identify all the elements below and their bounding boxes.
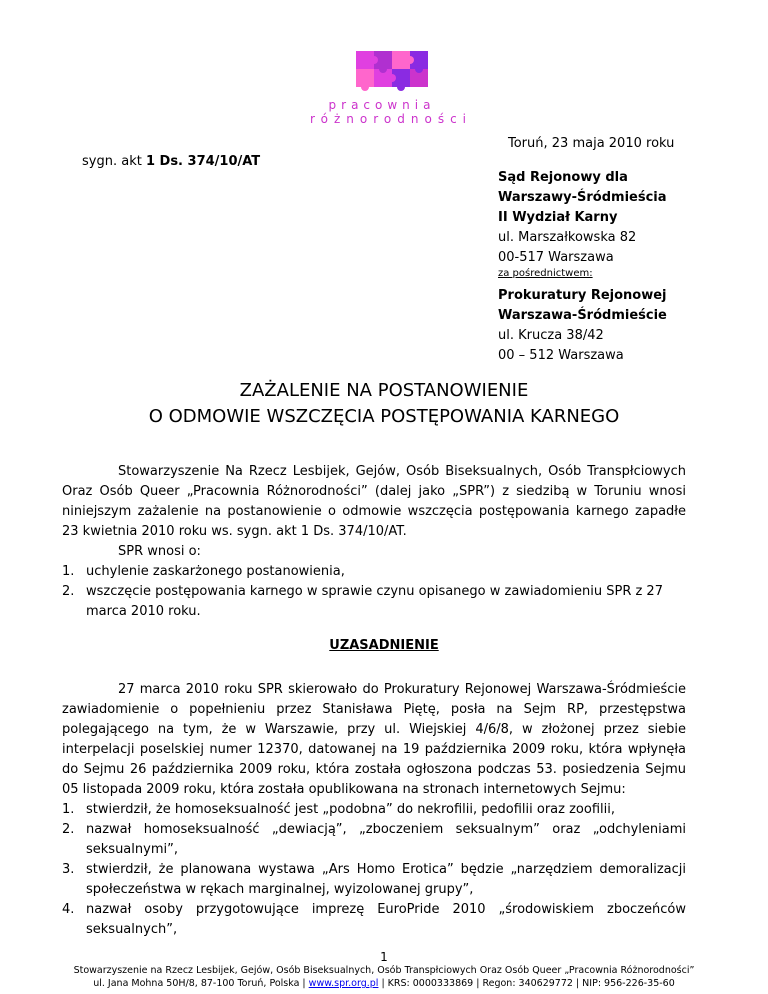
list-item-text: uchylenie zaskarżonego postanowienia, xyxy=(86,564,345,579)
list-item xyxy=(62,820,686,860)
logo-text-line1: pracownia xyxy=(328,98,436,112)
list-item xyxy=(62,900,686,940)
court-city: 00-517 Warszawa xyxy=(498,250,614,265)
list-item xyxy=(62,562,686,582)
prosecutor-address xyxy=(498,286,667,366)
footer-line1: Stowarzyszenie na Rzecz Lesbijek, Gejów, Osób Biseksualnych, Osób Transpłciowych Oraz Osób Queer „Pracownia Różnorodności” xyxy=(73,965,695,976)
intro-paragraph: Stowarzyszenie Na Rzecz Lesbijek, Gejów, Osób Biseksualnych, Osób Transpłciowych Oraz Osób Queer „Pracownia Różnorodności” (dalej jako „SPR”) z siedzibą w Toruniu wnosi niniejszym zażalenie na postanowienie o odmowie wszczęcia postępowania karnego zapadłe 23 kwietnia 2010 roku ws. sygn. akt 1 Ds. 374/10/AT. xyxy=(62,464,686,539)
footer-address: ul. Jana Mohna 50H/8, 87-100 Toruń, Polska | xyxy=(93,978,309,989)
list-item-text: nazwał osoby przygotowujące imprezę EuroPride 2010 „środowiskiem zboczeńców seksualnych”, xyxy=(86,902,686,937)
case-reference xyxy=(82,152,260,172)
document-title-line1: ZAŻALENIE NA POSTANOWIENIE xyxy=(239,380,529,401)
list-item xyxy=(62,582,686,622)
puzzle-logo-icon xyxy=(348,45,442,101)
court-address xyxy=(498,168,667,268)
footer xyxy=(0,964,768,990)
via-label: za pośrednictwem: xyxy=(498,268,593,279)
list-item-number: 3. xyxy=(62,862,75,877)
justification-heading: UZASADNIENIE xyxy=(329,638,439,653)
list-item-text: wszczęcie postępowania karnego w sprawie czynu opisanego w zawiadomieniu SPR z 27 marca 2010 roku. xyxy=(86,584,663,619)
list-item-number: 2. xyxy=(62,584,75,599)
list-item xyxy=(62,800,686,820)
footer-line2 xyxy=(0,977,768,990)
website-link[interactable]: www.spr.org.pl xyxy=(308,978,379,989)
document-title-line2: O ODMOWIE WSZCZĘCIA POSTĘPOWANIA KARNEGO xyxy=(148,406,620,427)
court-department: II Wydział Karny xyxy=(498,210,618,225)
logo-text-line2: różnorodności xyxy=(310,112,473,126)
list-item-text: stwierdził, że homoseksualność jest „podobna” do nekrofilii, pedofilii oraz zoofilii, xyxy=(86,802,615,817)
requests-list xyxy=(62,562,686,622)
prosecutor-street: ul. Krucza 38/42 xyxy=(498,328,604,343)
prosecutor-city: 00 – 512 Warszawa xyxy=(498,348,624,363)
points-list xyxy=(62,800,686,940)
case-prefix: sygn. akt xyxy=(82,154,146,169)
list-item-number: 4. xyxy=(62,902,75,917)
prosecutor-name-line2: Warszawa-Śródmieście xyxy=(498,308,667,323)
list-item-number: 1. xyxy=(62,802,75,817)
court-name-line2: Warszawy-Śródmieścia xyxy=(498,190,667,205)
footer-registry: | KRS: 0000333869 | Regon: 340629772 | NIP: 956-226-35-60 xyxy=(378,978,675,989)
letter-date: Toruń, 23 maja 2010 roku xyxy=(508,136,675,151)
list-item xyxy=(62,860,686,900)
list-item-number: 2. xyxy=(62,822,75,837)
justification-paragraph: 27 marca 2010 roku SPR skierowało do Prokuratury Rejonowej Warszawa-Śródmieście zawiadomienie o popełnieniu przez Stanisława Piętę, posła na Sejm RP, przestępstwa polegającego na tym, że w Warszawie, przy ul. Wiejskiej 4/6/8, w złożonej przez siebie interpelacji poselskiej numer 12370, datowanej na 19 października 2009 roku, która wpłynęła do Sejmu 26 października 2009 roku, która została ogłoszona podczas 53. posiedzenia Sejmu 05 listopada 2009 roku, która została opublikowana na stronach internetowych Sejmu: xyxy=(62,682,686,797)
prosecutor-name-line1: Prokuratury Rejonowej xyxy=(498,288,667,303)
court-name-line1: Sąd Rejonowy dla xyxy=(498,170,628,185)
court-street: ul. Marszałkowska 82 xyxy=(498,230,637,245)
case-number: 1 Ds. 374/10/AT xyxy=(145,154,261,169)
page-number: 1 xyxy=(380,950,388,964)
requests-lead: SPR wnosi o: xyxy=(118,544,201,559)
list-item-number: 1. xyxy=(62,564,75,579)
list-item-text: stwierdził, że planowana wystawa „Ars Homo Erotica” będzie „narzędziem demoralizacji społeczeństwa w rękach marginalnej, wyizolowanej grupy”, xyxy=(86,862,686,897)
list-item-text: nazwał homoseksualność „dewiacją”, „zboczeniem seksualnym” oraz „odchyleniami seksualnymi”, xyxy=(86,822,686,857)
